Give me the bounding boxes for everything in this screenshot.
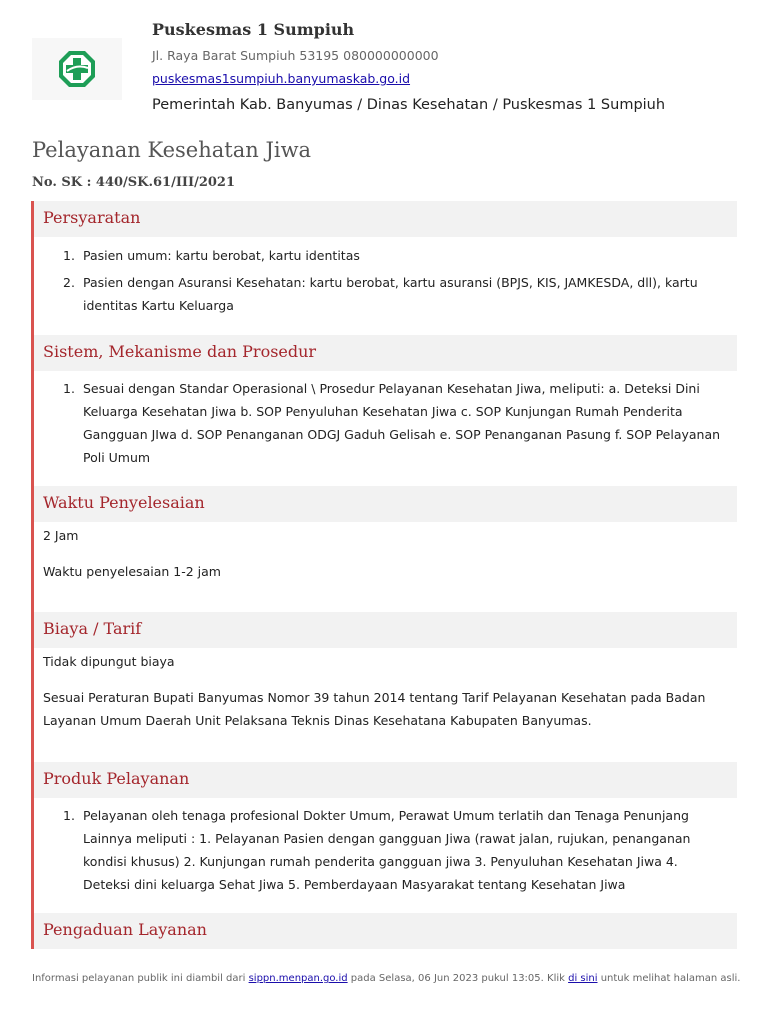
- section-heading-prosedur: Sistem, Mekanisme dan Prosedur: [34, 335, 737, 371]
- footer-prefix: Informasi pelayanan publik ini diambil dari: [32, 973, 249, 984]
- biaya-note: Sesuai Peraturan Bupati Banyumas Nomor 39 tahun 2014 tentang Tarif Pelayanan Kesehatan pada Badan Layanan Umum Daerah Unit Pelaksana Teknis Dinas Kesehatana Kabupaten Banyumas.: [43, 690, 706, 728]
- logo: [32, 38, 122, 100]
- persyaratan-list: [43, 244, 723, 321]
- health-cross-logo-icon: [57, 49, 97, 89]
- waktu-value: 2 Jam: [43, 528, 79, 543]
- produk-list: [43, 804, 723, 900]
- list-item: [43, 804, 723, 896]
- list-item: [43, 271, 723, 317]
- list-item-text: Pelayanan oleh tenaga profesional Dokter Umum, Perawat Umum terlatih dan Tenaga Penunjang Lainnya meliputi : 1. Pelayanan Pasien dengan gangguan Jiwa (rawat jalan, rujukan, penanganan kondisi khusus) 2. Kunjungan rumah penderita gangguan jiwa 3. Penyuluhan Kesehatan Jiwa 4. Deteksi dini keluarga Sehat Jiwa 5. Pemberdayaan Masyarakat tentang Kesehatan Jiwa: [83, 808, 691, 892]
- organization-address: Jl. Raya Barat Sumpiuh 53195 080000000000: [152, 48, 439, 63]
- list-item-number: 1.: [63, 381, 75, 396]
- website-link[interactable]: puskesmas1sumpiuh.banyumaskab.go.id: [152, 71, 411, 86]
- footer-middle: pada Selasa, 06 Jun 2023 pukul 13:05. Klik: [347, 973, 569, 984]
- prosedur-list: [43, 377, 723, 473]
- list-item: [43, 244, 723, 267]
- list-item-number: 1.: [63, 248, 75, 263]
- footer-note: [32, 973, 740, 984]
- page-header: [0, 0, 768, 120]
- list-item: [43, 377, 723, 469]
- section-heading-waktu: Waktu Penyelesaian: [34, 486, 737, 522]
- section-heading-biaya: Biaya / Tarif: [34, 612, 737, 648]
- page-title: Pelayanan Kesehatan Jiwa: [32, 138, 312, 162]
- breadcrumb: Pemerintah Kab. Banyumas / Dinas Kesehatan / Puskesmas 1 Sumpiuh: [152, 97, 666, 113]
- original-page-link[interactable]: di sini: [568, 973, 598, 984]
- list-item-number: 2.: [63, 275, 75, 290]
- section-heading-produk: Produk Pelayanan: [34, 762, 737, 798]
- section-heading-pengaduan: Pengaduan Layanan: [34, 913, 737, 949]
- organization-name: Puskesmas 1 Sumpiuh: [152, 20, 355, 39]
- service-content: [31, 201, 737, 949]
- sk-number: No. SK : 440/SK.61/III/2021: [32, 175, 236, 190]
- section-heading-persyaratan: Persyaratan: [34, 201, 737, 237]
- list-item-number: 1.: [63, 808, 75, 823]
- list-item-text: Pasien dengan Asuransi Kesehatan: kartu berobat, kartu asuransi (BPJS, KIS, JAMKESDA, dll), kartu identitas Kartu Keluarga: [83, 275, 698, 313]
- footer-suffix: untuk melihat halaman asli.: [597, 973, 741, 984]
- waktu-note: Waktu penyelesaian 1-2 jam: [43, 564, 221, 579]
- source-link[interactable]: sippn.menpan.go.id: [248, 973, 348, 984]
- list-item-text: Sesuai dengan Standar Operasional \ Prosedur Pelayanan Kesehatan Jiwa, meliputi: a. Deteksi Dini Keluarga Kesehatan Jiwa b. SOP Penyuluhan Kesehatan Jiwa c. SOP Kunjungan Rumah Penderita Gangguan JIwa d. SOP Penanganan ODGJ Gaduh Gelisah e. SOP Penanganan Pasung f. SOP Pelayanan Poli Umum: [83, 381, 721, 465]
- biaya-value: Tidak dipungut biaya: [43, 654, 175, 669]
- list-item-text: Pasien umum: kartu berobat, kartu identitas: [83, 248, 360, 263]
